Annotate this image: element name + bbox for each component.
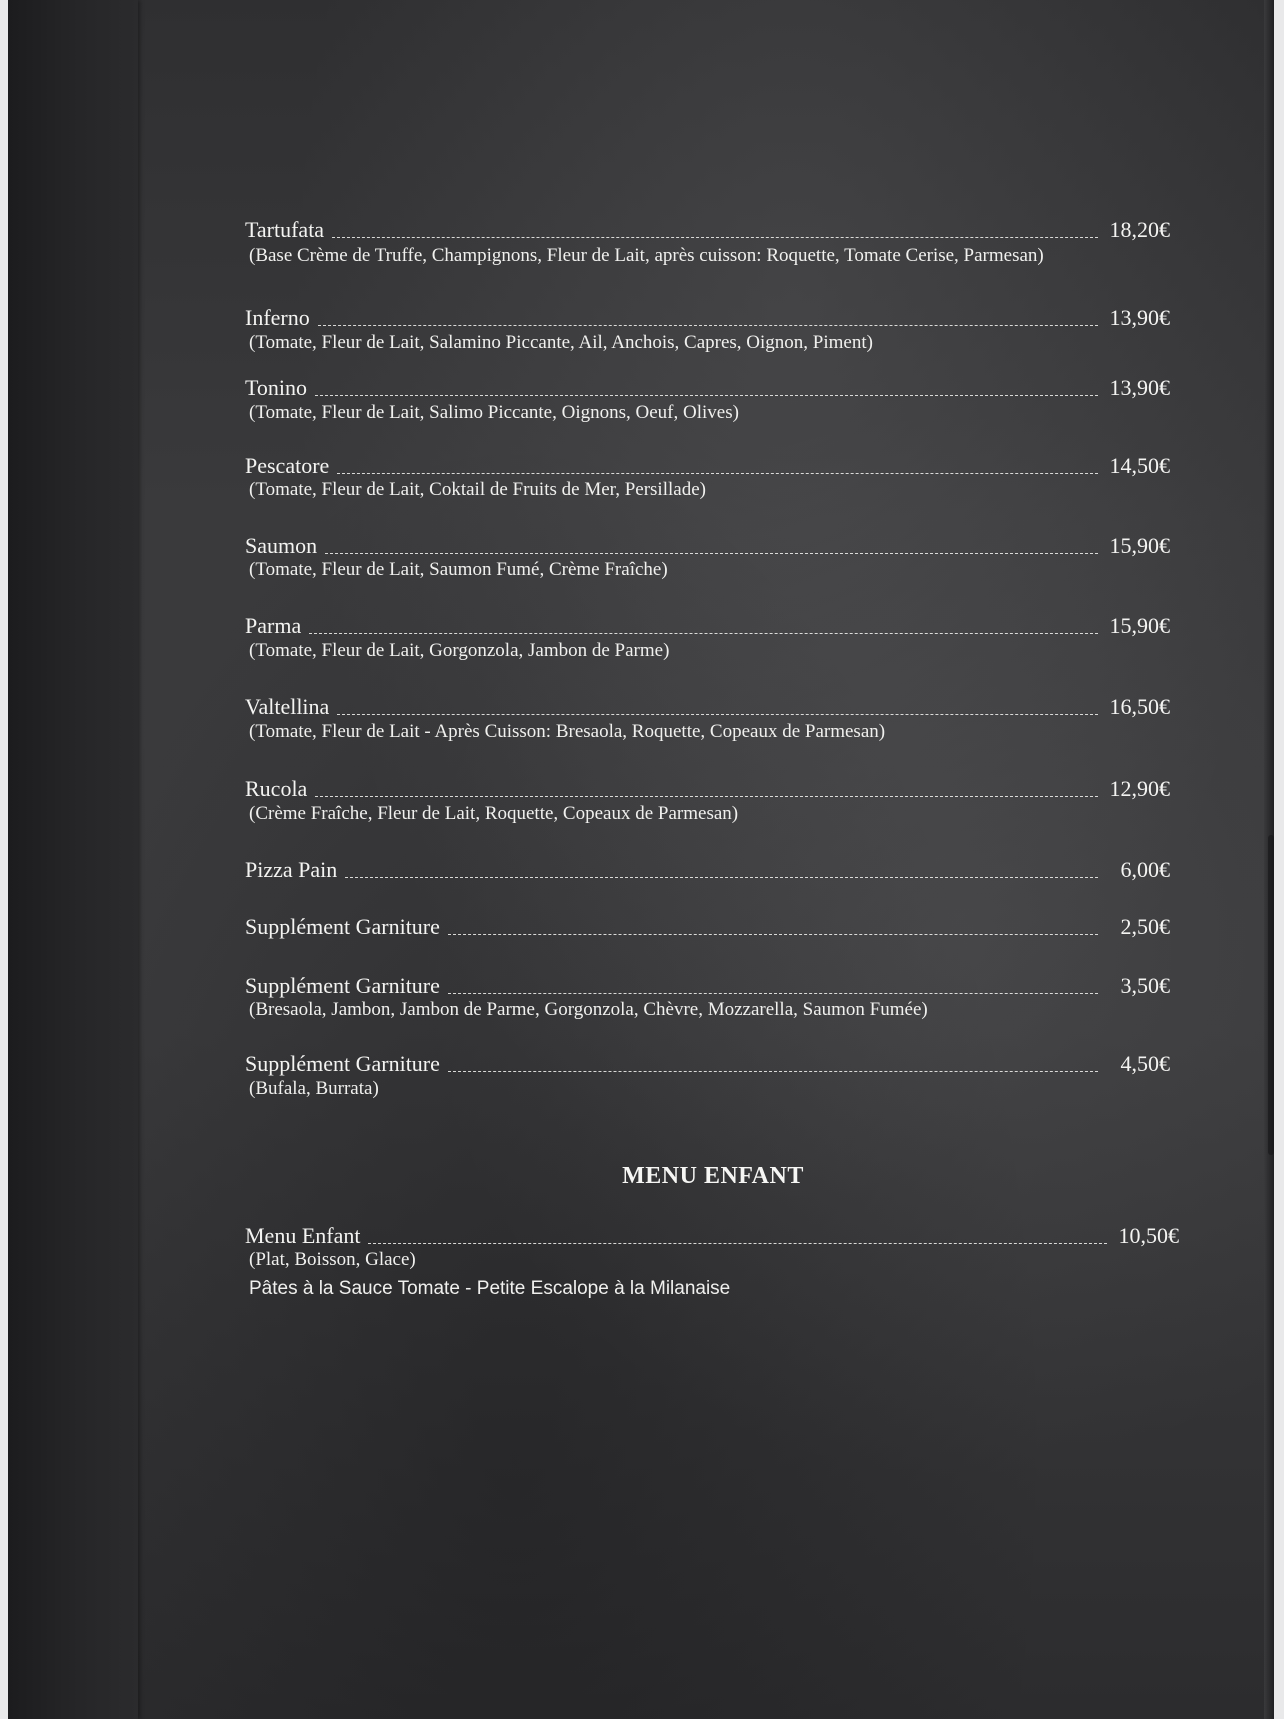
menu-item-rucola — [245, 772, 1170, 802]
dotted-leader — [315, 796, 1097, 797]
item-price: 16,50€ — [1109, 694, 1170, 719]
dotted-leader — [368, 1243, 1106, 1244]
menu-item-pescatore — [245, 449, 1170, 479]
menu-item-supplement-1 — [245, 910, 1170, 940]
menu-item-parma — [245, 609, 1170, 639]
dotted-leader — [448, 993, 1098, 994]
item-price: 10,50€ — [1118, 1223, 1179, 1248]
menu-item-inferno — [245, 301, 1170, 331]
item-name: Pizza Pain — [245, 857, 338, 882]
menu-page — [8, 0, 1274, 1719]
dotted-leader — [337, 473, 1097, 474]
menu-item-tonino — [245, 371, 1170, 401]
item-description: (Tomate, Fleur de Lait, Salamino Piccante, Ail, Anchois, Capres, Oignon, Piment) — [249, 332, 873, 353]
dotted-leader — [318, 325, 1098, 326]
item-description: (Plat, Boisson, Glace) — [249, 1249, 416, 1270]
item-price: 3,50€ — [1120, 973, 1170, 998]
dotted-leader — [448, 934, 1098, 935]
item-name: Rucola — [245, 776, 308, 801]
item-price: 12,90€ — [1109, 776, 1170, 801]
section-title-menu-enfant: MENU ENFANT — [622, 1163, 804, 1189]
item-name: Tonino — [245, 375, 308, 400]
item-name: Supplément Garniture — [245, 973, 440, 998]
item-description: (Bufala, Burrata) — [249, 1078, 379, 1099]
menu-item-supplement-3 — [245, 1047, 1170, 1077]
item-price: 6,00€ — [1120, 857, 1170, 882]
item-price: 15,90€ — [1109, 613, 1170, 638]
item-name: Saumon — [245, 533, 318, 558]
item-price: 2,50€ — [1120, 914, 1170, 939]
kids-menu-note: Pâtes à la Sauce Tomate - Petite Escalope à la Milanaise — [249, 1278, 731, 1299]
pizza-menu — [8, 0, 1274, 1719]
item-description: (Tomate, Fleur de Lait, Saumon Fumé, Crème Fraîche) — [249, 559, 668, 580]
item-name: Tartufata — [245, 217, 325, 242]
menu-item-valtellina — [245, 690, 1170, 720]
item-name: Supplément Garniture — [245, 1051, 440, 1076]
item-name: Valtellina — [245, 694, 330, 719]
item-description: (Bresaola, Jambon, Jambon de Parme, Gorgonzola, Chèvre, Mozzarella, Saumon Fumée) — [249, 999, 928, 1020]
item-price: 14,50€ — [1109, 453, 1170, 478]
menu-item-saumon — [245, 529, 1170, 559]
item-name: Menu Enfant — [245, 1223, 361, 1248]
dotted-leader — [345, 877, 1098, 878]
item-price: 4,50€ — [1120, 1051, 1170, 1076]
dotted-leader — [315, 395, 1097, 396]
dotted-leader — [448, 1071, 1098, 1072]
item-description: (Tomate, Fleur de Lait, Salimo Piccante, Oignons, Oeuf, Olives) — [249, 402, 739, 423]
item-description: (Tomate, Fleur de Lait - Après Cuisson: Bresaola, Roquette, Copeaux de Parmesan) — [249, 721, 886, 742]
item-price: 13,90€ — [1109, 375, 1170, 400]
item-description: (Crème Fraîche, Fleur de Lait, Roquette, Copeaux de Parmesan) — [249, 803, 739, 824]
item-price: 13,90€ — [1109, 305, 1170, 330]
item-price: 15,90€ — [1109, 533, 1170, 558]
menu-item-supplement-2 — [245, 969, 1170, 999]
dotted-leader — [309, 633, 1097, 634]
item-description: (Base Crème de Truffe, Champignons, Fleur de Lait, après cuisson: Roquette, Tomate Cerise, Parmesan) — [249, 245, 1044, 266]
item-price: 18,20€ — [1109, 217, 1170, 242]
item-name: Inferno — [245, 305, 310, 330]
dotted-leader — [325, 553, 1097, 554]
item-name: Parma — [245, 613, 302, 638]
menu-item-pizza-pain — [245, 853, 1170, 883]
item-description: (Tomate, Fleur de Lait, Coktail de Fruits de Mer, Persillade) — [249, 479, 706, 500]
menu-item-tartufata — [245, 213, 1170, 243]
menu-item-menu-enfant — [245, 1219, 1179, 1249]
item-name: Supplément Garniture — [245, 914, 440, 939]
item-description: (Tomate, Fleur de Lait, Gorgonzola, Jambon de Parme) — [249, 640, 670, 661]
dotted-leader — [337, 714, 1097, 715]
item-name: Pescatore — [245, 453, 330, 478]
dotted-leader — [332, 237, 1097, 238]
